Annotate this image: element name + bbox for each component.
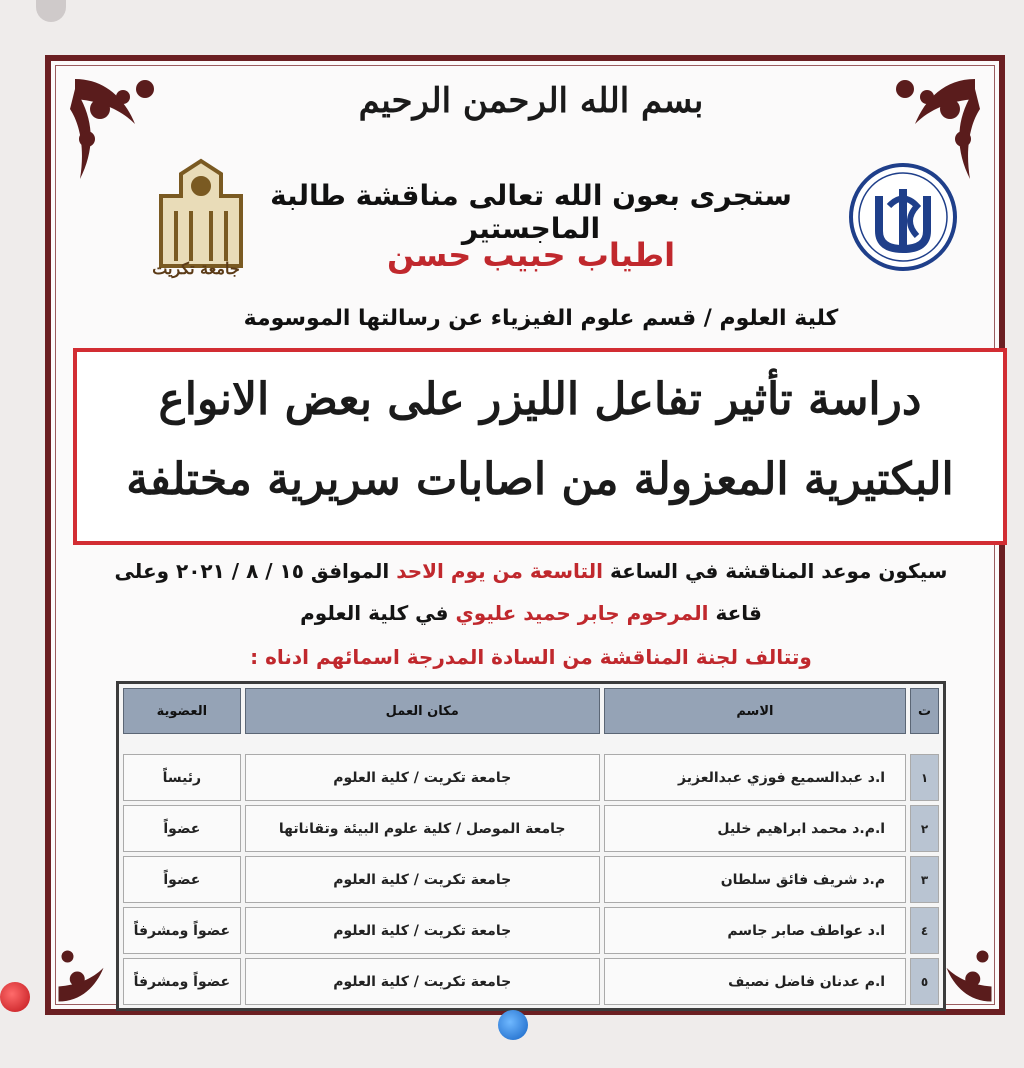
hall-text: في كلية العلوم (300, 601, 449, 625)
row-role: عضواً (123, 856, 241, 903)
row-role: عضواً ومشرفاً (123, 907, 241, 954)
row-name: ا.م.د محمد ابراهيم خليل (604, 805, 906, 852)
table-header-row (123, 688, 939, 734)
schedule-line (91, 559, 971, 583)
college-line: كلية العلوم / قسم علوم الفيزياء عن رسالتها الموسومة (243, 306, 839, 331)
header-name: الاسم (604, 688, 906, 734)
header-work: مكان العمل (245, 688, 600, 734)
thesis-title-line-1: دراسة تأثير تفاعل الليزر على بعض الانواع (158, 374, 922, 425)
hall-name: المرحوم جابر حميد عليوي (455, 601, 709, 625)
thesis-title-line-2: البكتيرية المعزولة من اصابات سريرية مختلفة (126, 454, 954, 505)
schedule-text: من (492, 559, 523, 583)
row-num: ٥ (910, 958, 939, 1005)
schedule-date: الموافق ١٥ / ٨ / ٢٠٢١ وعلى (114, 559, 390, 583)
pin-top (36, 0, 66, 22)
left-logo-caption: جامعة تكريت (152, 259, 240, 278)
college-logo-icon (847, 161, 959, 273)
blue-pushpin-icon (498, 1010, 528, 1040)
schedule-time: التاسعة (529, 559, 604, 583)
row-num: ٤ (910, 907, 939, 954)
table-row (123, 856, 939, 903)
row-role: رئيساً (123, 754, 241, 801)
bismillah: بسم الله الرحمن الرحيم (358, 81, 704, 121)
header-role: العضوية (123, 688, 241, 734)
row-name: م.د شريف فائق سلطان (604, 856, 906, 903)
row-work: جامعة تكريت / كلية العلوم (245, 907, 600, 954)
committee-table (116, 681, 946, 1011)
table-row (123, 907, 939, 954)
row-num: ١ (910, 754, 939, 801)
row-role: عضواً (123, 805, 241, 852)
row-work: جامعة الموصل / كلية علوم البيئة وتقاناتها (245, 805, 600, 852)
row-num: ٣ (910, 856, 939, 903)
row-name: ا.م عدنان فاضل نصيف (604, 958, 906, 1005)
announcement-banner (45, 55, 1005, 1015)
header-num: ت (910, 688, 939, 734)
row-work: جامعة تكريت / كلية العلوم (245, 754, 600, 801)
thesis-title-box (73, 348, 1007, 545)
committee-intro: وتتالف لجنة المناقشة من السادة المدرجة اسمائهم ادناه : (250, 645, 812, 669)
row-role: عضواً ومشرفاً (123, 958, 241, 1005)
row-num: ٢ (910, 805, 939, 852)
row-name: ا.د عبدالسميع فوزي عبدالعزيز (604, 754, 906, 801)
hall-text: قاعة (715, 601, 762, 625)
announcement-line: ستجرى بعون الله تعالى مناقشة طالبة الماجستير (270, 179, 792, 245)
row-work: جامعة تكريت / كلية العلوم (245, 958, 600, 1005)
table-row (123, 958, 939, 1005)
row-work: جامعة تكريت / كلية العلوم (245, 856, 600, 903)
table-row (123, 754, 939, 801)
table-row (123, 805, 939, 852)
student-name: اطياب حبيب حسن (386, 236, 676, 274)
hall-line (231, 601, 831, 625)
red-pushpin-icon (0, 982, 30, 1012)
schedule-text: سيكون موعد المناقشة في الساعة (610, 559, 948, 583)
row-name: ا.د عواطف صابر جاسم (604, 907, 906, 954)
schedule-day: يوم الاحد (396, 559, 486, 583)
